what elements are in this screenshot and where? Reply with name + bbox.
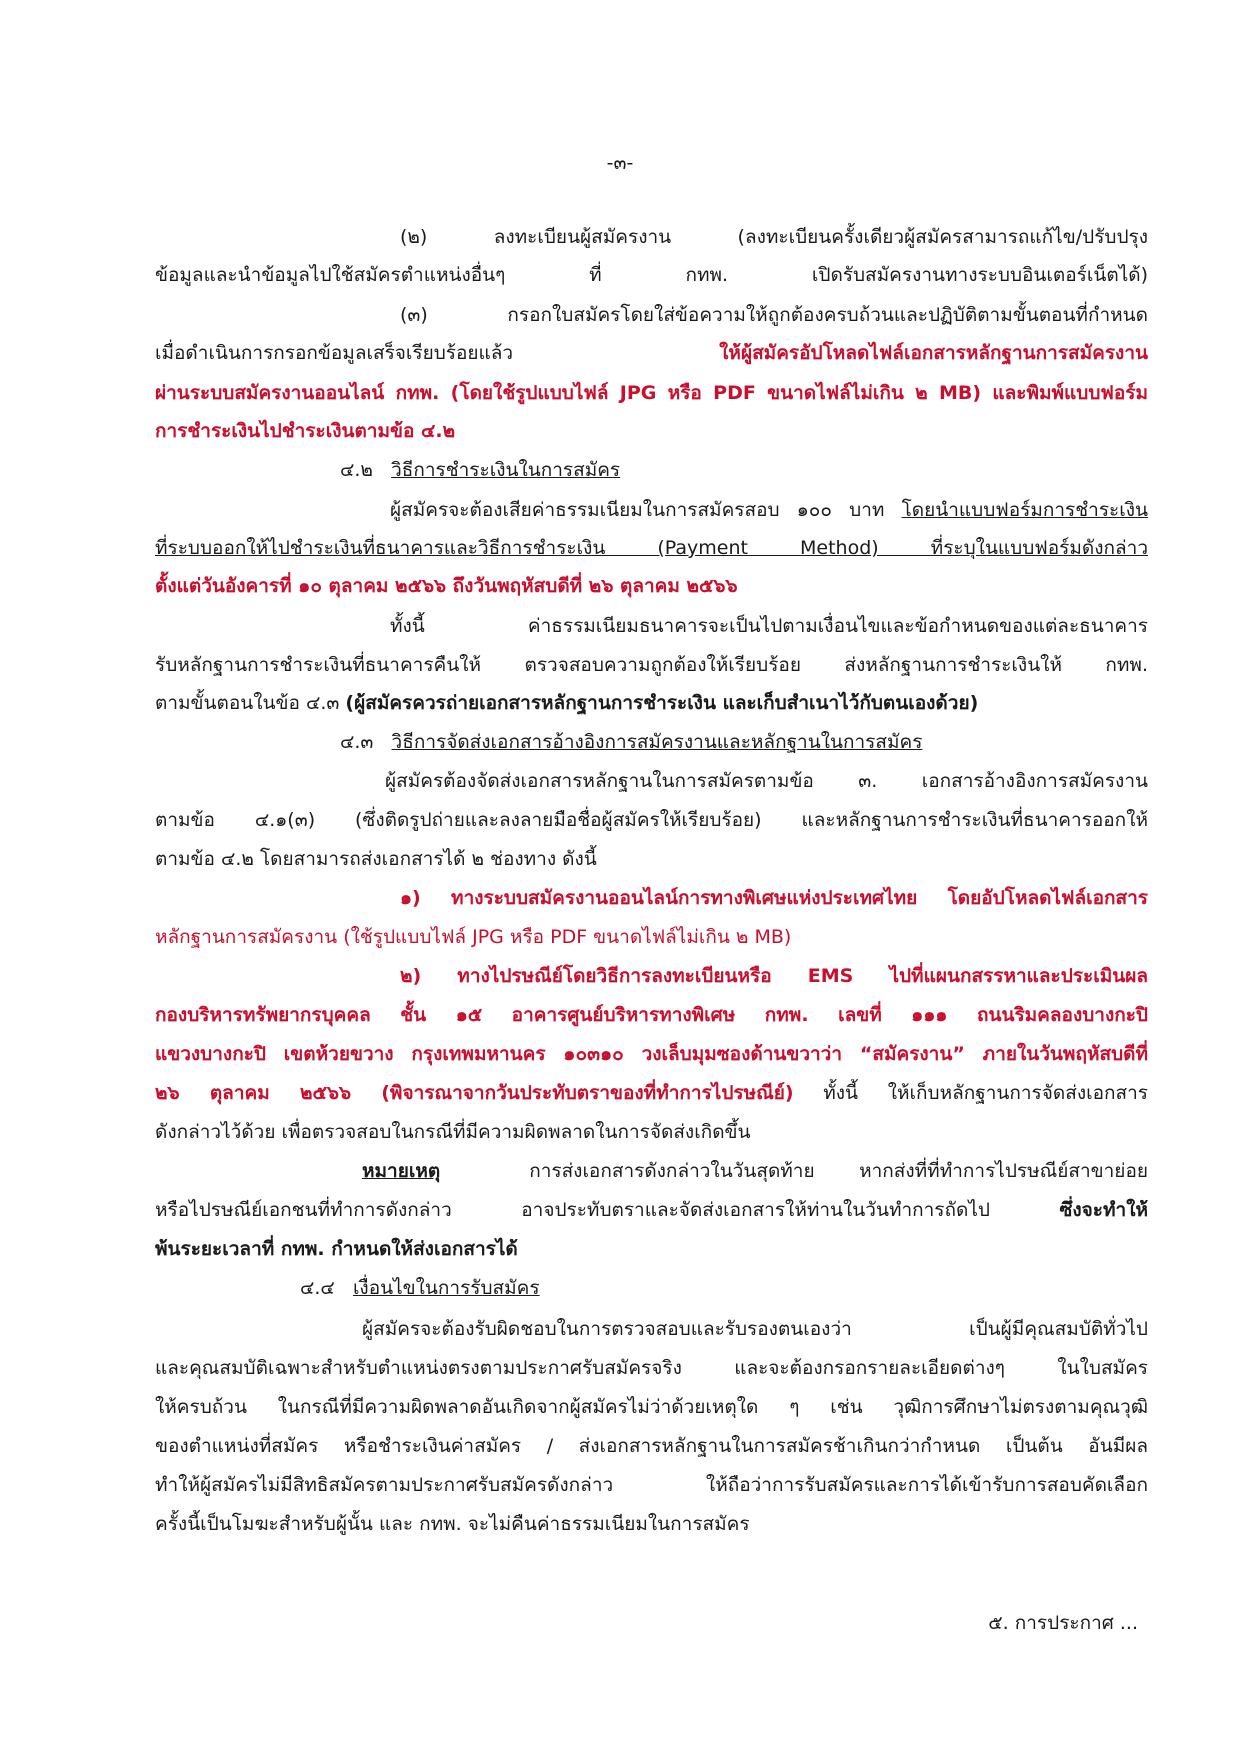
paragraph-line: พ้นระยะเวลาที่ กทพ. กำหนดให้ส่งเอกสารได้ <box>155 1238 518 1260</box>
paragraph-line: ของตำแหน่งที่สมัคร หรือชำระเงินค่าสมัคร / ส่งเอกสารหลักฐานในการสมัครช้าเกินกว่ากำหนด เป็นต้น อันมีผล <box>155 1435 1148 1457</box>
bold-text: ซึ่งจะทำให้ <box>1059 1199 1149 1221</box>
paragraph-line: ตามข้อ ๔.๑(๓) (ซึ่งติดรูปถ่ายและลงลายมือชื่อผู้สมัครให้เรียบร้อย) และหลักฐานการชำระเงินที่ธนาคารออกให้ <box>155 809 1148 831</box>
page-number: -๓- <box>606 152 634 174</box>
emphasis-text: ผ่านระบบสมัครงานออนไลน์ กทพ. (โดยใช้รูปแบบไฟล์ JPG หรือ PDF ขนาดไฟล์ไม่เกิน ๒ MB) <box>155 382 982 404</box>
paragraph-line: ให้ครบถ้วน ในกรณีที่มีความผิดพลาดอันเกิดจากผู้สมัครไม่ว่าด้วยเหตุใด ๆ เช่น วุฒิการศึกษาไม่ตรงตามคุณวุฒิ <box>155 1396 1148 1418</box>
paragraph-line: ตามข้อ ๔.๒ โดยสามารถส่งเอกสารได้ ๒ ช่องทาง ดังนี้ <box>155 848 597 870</box>
paragraph-line: ที่ระบบออกให้ไปชำระเงินที่ธนาคารและวิธีการชำระเงิน (Payment Method) ที่ระบุในแบบฟอร์มดังกล่าว <box>155 537 1148 559</box>
section-number: ๔.๔ <box>300 1277 335 1299</box>
paragraph-line: กองบริหารทรัพยากรบุคคล ชั้น ๑๕ อาคารศูนย์บริหารทางพิเศษ กทพ. เลขที่ ๑๑๑ ถนนริมคลองบางกะปิ <box>155 1004 1148 1026</box>
section-title: วิธีการชำระเงินในการสมัคร <box>391 459 621 481</box>
emphasis-text: ให้ผู้สมัครอัปโหลดไฟล์เอกสารหลักฐานการสมัครงาน <box>719 342 1148 364</box>
paragraph-line: ทำให้ผู้สมัครไม่มีสิทธิสมัครตามประกาศรับสมัครดังกล่าว ให้ถือว่าการรับสมัครและการได้เข้ารับการสอบคัดเลือก <box>155 1474 1148 1496</box>
paragraph-line: รับหลักฐานการชำระเงินที่ธนาคารคืนให้ ตรวจสอบความถูกต้องให้เรียบร้อย ส่งหลักฐานการชำระเงินให้ กทพ. <box>155 654 1148 676</box>
paragraph-line: ดังกล่าวไว้ด้วย เพื่อตรวจสอบในกรณีที่มีความผิดพลาดในการจัดส่งเกิดขึ้น <box>155 1121 751 1143</box>
paragraph-line: ๒) ทางไปรษณีย์โดยวิธีการลงทะเบียนหรือ EMS ไปที่แผนกสรรหาและประเมินผล <box>400 965 1148 987</box>
text-span: ตามขั้นตอนในข้อ ๔.๓ <box>155 692 340 714</box>
paragraph-line: (๒) ลงทะเบียนผู้สมัครงาน (ลงทะเบียนครั้งเดียวผู้สมัครสามารถแก้ไข/ปรับปรุง <box>400 226 1148 248</box>
emphasis-text: ๒๖ ตุลาคม ๒๕๖๖ (พิจารณาจากวันประทับตราของที่ทำการไปรษณีย์) <box>155 1082 794 1104</box>
next-section-footer: ๕. การประกาศ ... <box>988 1612 1138 1634</box>
note-line <box>362 1158 1148 1184</box>
paragraph-line <box>155 690 1148 716</box>
paragraph-line: ผู้สมัครจะต้องรับผิดชอบในการตรวจสอบและรับรองตนเองว่า เป็นผู้มีคุณสมบัติทั่วไป <box>362 1318 1148 1340</box>
section-title: วิธีการจัดส่งเอกสารอ้างอิงการสมัครงานและหลักฐานในการสมัคร <box>391 731 923 753</box>
paragraph-line: ทั้งนี้ ค่าธรรมเนียมธนาคารจะเป็นไปตามเงื่อนไขและข้อกำหนดของแต่ละธนาคาร <box>390 615 1148 637</box>
section-title: เงื่อนไขในการรับสมัคร <box>352 1277 540 1299</box>
emphasis-text: และพิมพ์แบบฟอร์ม <box>992 382 1148 404</box>
paragraph-line <box>155 380 1148 406</box>
section-heading-4-3 <box>340 729 922 755</box>
paragraph-line: ๑) ทางระบบสมัครงานออนไลน์การทางพิเศษแห่งประเทศไทย โดยอัปโหลดไฟล์เอกสาร <box>400 887 1148 909</box>
section-number: ๔.๓ <box>340 731 374 753</box>
paragraph-line <box>390 497 1148 523</box>
section-number: ๔.๒ <box>340 459 373 481</box>
underlined-text: โดยนำแบบฟอร์มการชำระเงิน <box>901 499 1148 521</box>
paragraph-line: หลักฐานการสมัครงาน (ใช้รูปแบบไฟล์ JPG หรือ PDF ขนาดไฟล์ไม่เกิน ๒ MB) <box>155 926 792 948</box>
paragraph-line <box>155 1197 1148 1223</box>
paragraph-line: แขวงบางกะปิ เขตห้วยขวาง กรุงเทพมหานคร ๑๐๓๑๐ วงเล็บมุมซองด้านขวาว่า “สมัครงาน” ภายในวันพฤหัสบดีที่ <box>155 1043 1148 1065</box>
paragraph-line: การชำระเงินไปชำระเงินตามข้อ ๔.๒ <box>155 420 456 442</box>
bold-text: (ผู้สมัครควรถ่ายเอกสารหลักฐานการชำระเงิน และเก็บสำเนาไว้กับตนเองด้วย) <box>345 692 979 714</box>
paragraph-line: ครั้งนี้เป็นโมฆะสำหรับผู้นั้น และ กทพ. จะไม่คืนค่าธรรมเนียมในการสมัคร <box>155 1513 750 1535</box>
paragraph-line: ข้อมูลและนำข้อมูลไปใช้สมัครตำแหน่งอื่นๆ ที่ กทพ. เปิดรับสมัครงานทางระบบอินเตอร์เน็ตได้) <box>155 264 1148 286</box>
text-span: หรือไปรษณีย์เอกชนที่ทำการดังกล่าว อาจประทับตราและจัดส่งเอกสารให้ท่านในวันทำการถัดไป <box>155 1199 990 1221</box>
text-span: ทั้งนี้ ให้เก็บหลักฐานการจัดส่งเอกสาร <box>823 1082 1148 1104</box>
paragraph-line: ตั้งแต่วันอังคารที่ ๑๐ ตุลาคม ๒๕๖๖ ถึงวันพฤหัสบดีที่ ๒๖ ตุลาคม ๒๕๖๖ <box>155 575 738 597</box>
paragraph-line <box>155 340 1148 366</box>
note-label: หมายเหตุ <box>362 1160 441 1182</box>
section-heading-4-2 <box>340 457 620 483</box>
section-heading-4-4 <box>300 1275 540 1301</box>
paragraph-line: (๓) กรอกใบสมัครโดยใส่ข้อความให้ถูกต้องครบถ้วนและปฏิบัติตามขั้นตอนที่กำหนด <box>400 304 1148 326</box>
paragraph-line: และคุณสมบัติเฉพาะสำหรับตำแหน่งตรงตามประกาศรับสมัครจริง และจะต้องกรอกรายละเอียดต่างๆ ในใบสมัคร <box>155 1357 1148 1379</box>
paragraph-line: ผู้สมัครต้องจัดส่งเอกสารหลักฐานในการสมัครตามข้อ ๓. เอกสารอ้างอิงการสมัครงาน <box>385 770 1148 792</box>
text-span: ผู้สมัครจะต้องเสียค่าธรรมเนียมในการสมัครสอบ ๑๐๐ บาท <box>390 499 885 521</box>
text-span: เมื่อดำเนินการกรอกข้อมูลเสร็จเรียบร้อยแล้ว <box>155 342 514 364</box>
text-span: การส่งเอกสารดังกล่าวในวันสุดท้าย หากส่งที่ที่ทำการไปรษณีย์สาขาย่อย <box>529 1160 1148 1182</box>
paragraph-line <box>155 1080 1148 1106</box>
